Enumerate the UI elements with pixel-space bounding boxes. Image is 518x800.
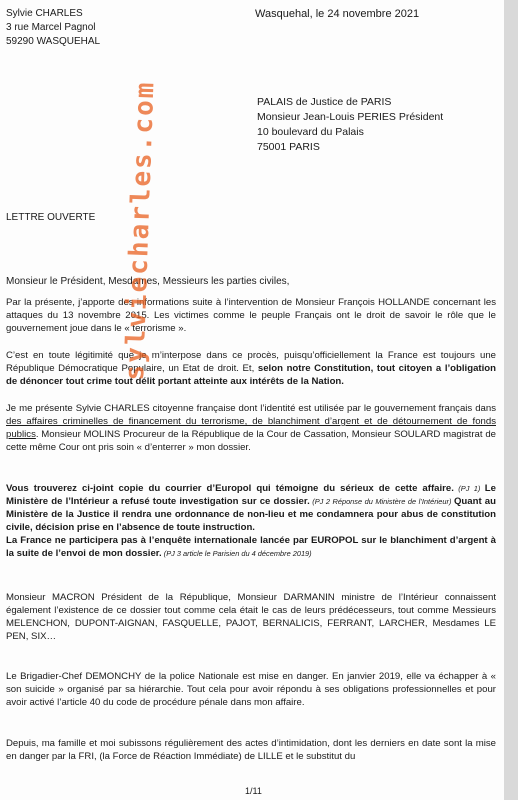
paragraph-7-text: Depuis, ma famille et moi subissons régulièrement des actes d’intimidation, dont les derniers en date sont la mise en danger par la FRI, (la Force de Réaction Immédiate) de LILLE et le substitut du: [6, 738, 496, 762]
recipient-line-2: Monsieur Jean-Louis PERIES Président: [257, 111, 444, 123]
attachment-note-1: (PJ 1): [453, 484, 485, 493]
paragraph-3-text-c: . Monsieur MOLINS Procureur de la République de la Cour de Cassation, Monsieur SOULARD magistrat de cette même Cour ont pris soin « d’enterrer » mon dossier.: [6, 429, 496, 453]
paragraph-4-bold-a: Vous trouverez ci-joint copie du courrier d’Europol qui témoigne du sérieux de cette affaire.: [6, 483, 454, 494]
attachment-note-2: (PJ 2 Réponse du Ministère de l’Intérieur): [309, 497, 454, 506]
page-number: 1/11: [245, 786, 262, 796]
sender-name: Sylvie CHARLES: [6, 8, 83, 19]
letter-subject: LETTRE OUVERTE: [6, 212, 96, 223]
paragraph-5-text: Monsieur MACRON Président de la République, Monsieur DARMANIN ministre de l’Intérieur connaissent également l’existence de ce dossier tout comme cela était le cas de leurs prédécesseurs, tout comme Messieurs MELENCHON, DUPONT-AIGNAN, FASQUELLE, PAJOT, BERNALICIS, FERRANT, LARCHER, Mesdames LE PEN, SIX…: [6, 592, 496, 642]
paragraph-6: [6, 670, 496, 709]
letter-date: Wasquehal, le 24 novembre 2021: [255, 8, 420, 20]
recipient-line-1: PALAIS de Justice de PARIS: [257, 96, 392, 108]
recipient-line-4: 75001 PARIS: [257, 141, 320, 153]
paragraph-4-bold-d: La France ne participera pas à l’enquête internationale lancée par EUROPOL sur le blanchiment d’argent à la suite de l’envoi de mon dossier.: [6, 535, 496, 559]
paragraph-6-text: Le Brigadier-Chef DEMONCHY de la police Nationale est mise en danger. En janvier 2019, elle va échapper à « son suicide » organisé par sa hiérarchie. Tout cela pour avoir répondu à ses obligations professionnelles et pour avoir activé l’article 40 du code de procédure pénale dans mon affaire.: [6, 671, 496, 708]
paragraph-3-underlined: des affaires criminelles de financement du terrorisme, de blanchiment d’argent et de détournement de fonds publics: [6, 416, 496, 440]
salutation: Monsieur le Président, Mesdames, Messieurs les parties civiles,: [6, 276, 290, 287]
paragraph-3-text-a: Je me présente Sylvie CHARLES citoyenne française dont l’identité est utilisée par le gouvernement français dans: [6, 403, 496, 414]
watermark: sylviecharles.com: [120, 80, 161, 382]
paragraph-7: [6, 737, 496, 763]
paragraph-4: [6, 482, 496, 560]
paragraph-5: [6, 591, 496, 643]
paragraph-1: [6, 296, 496, 335]
sender-street: 3 rue Marcel Pagnol: [6, 22, 96, 33]
sender-city: 59290 WASQUEHAL: [6, 36, 101, 47]
paragraph-2: [6, 349, 496, 388]
paragraph-3: [6, 402, 496, 454]
recipient-line-3: 10 boulevard du Palais: [257, 126, 364, 138]
paragraph-4-bold-c: Quant au Ministère de la Justice il rendra une ordonnance de non-lieu et me condamnera pour abus de constitution civile, décision prise en l’absence de toute instruction.: [6, 496, 496, 533]
paragraph-2-bold: selon notre Constitution, tout citoyen a l’obligation de dénoncer tout crime tout délit portant atteinte aux intérêts de la Nation.: [6, 363, 496, 387]
paragraph-4-bold-b: Le Ministère de l’Intérieur a refusé toute investigation sur ce dossier.: [6, 483, 496, 507]
paragraph-2-text: C’est en toute légitimité que je m’interpose dans ce procès, puisqu’officiellement la France est toujours une République Démocratique Populaire, un Etat de droit. Et,: [6, 350, 496, 374]
attachment-note-3: (PJ 3 article le Parisien du 4 décembre 2019): [161, 549, 312, 558]
page-edge: [504, 0, 518, 800]
paragraph-1-text: Par la présente, j’apporte des informations suite à l’intervention de Monsieur François HOLLANDE concernant les attaques du 13 novembre 2015. Les victimes comme le peuple Français ont le droit de savoir le rôle que le gouvernement joue dans le « terrorisme ».: [6, 297, 496, 334]
